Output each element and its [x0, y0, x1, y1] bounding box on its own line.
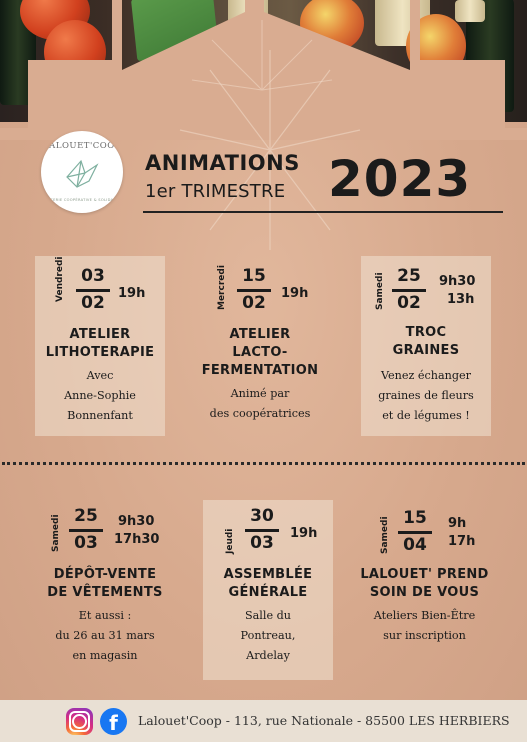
year-label: 2023 [328, 150, 472, 208]
event-date-bar [398, 531, 432, 534]
logo-tagline: ÉPICERIE COOPÉRATIVE & SOLIDAIRE [43, 198, 121, 202]
facebook-icon[interactable]: f [100, 708, 127, 735]
event-date-day: 15 [242, 266, 266, 286]
event-title-line: GRAINES [392, 343, 460, 358]
event-time: 19h [281, 286, 309, 301]
event-description-line: et de légumes ! [382, 409, 470, 422]
event-date-bar [392, 289, 426, 292]
event-title-line: LITHOTERAPIE [45, 345, 155, 360]
event-weekday: Jeudi [225, 528, 235, 554]
event-time: 9h30 [118, 514, 155, 529]
event-description-line: Salle du [244, 609, 292, 622]
event-date-day: 25 [397, 266, 421, 286]
event-description-line: Pontreau, [240, 629, 296, 642]
event-time: 9h30 [439, 274, 476, 289]
event-description-line: Avec [86, 369, 114, 382]
event-date-day: 03 [81, 266, 105, 286]
event-card [352, 500, 497, 680]
event-description-line: sur inscription [383, 629, 466, 642]
event-time: 19h [118, 286, 146, 301]
event-description-line: graines de fleurs [378, 389, 474, 402]
event-title-line: TROC [405, 325, 447, 340]
event-title-line: DE VÊTEMENTS [47, 585, 163, 600]
event-time-end: 17h30 [114, 532, 160, 547]
event-title-line: SOIN DE VOUS [369, 585, 480, 600]
event-title-line: ATELIER [229, 327, 291, 342]
event-time-end: 13h [447, 292, 475, 307]
event-weekday: Samedi [380, 516, 390, 554]
instagram-icon[interactable] [66, 708, 93, 735]
event-weekday: Samedi [375, 272, 385, 310]
event-card [35, 256, 165, 436]
event-title-line: DÉPÔT-VENTE [53, 567, 157, 582]
event-date-day: 15 [403, 508, 427, 528]
event-weekday: Mercredi [217, 265, 227, 310]
event-date-month: 02 [81, 293, 105, 313]
event-description-line: en magasin [72, 649, 138, 662]
event-description-line: des coopératrices [209, 407, 311, 420]
event-title-line: LALOUET' PREND [360, 567, 489, 582]
event-date-month: 03 [74, 533, 98, 553]
page-subtitle: 1er TRIMESTRE [145, 181, 286, 202]
origami-bird-icon [63, 155, 101, 193]
event-card [195, 256, 325, 436]
event-title-line: LACTO- [232, 345, 288, 360]
lalouet-coop-logo [41, 131, 123, 213]
footer-address: Lalouet'Coop - 113, rue Nationale - 85500 LES HERBIERS [138, 713, 510, 728]
section-divider [2, 462, 525, 465]
page-title: ANIMATIONS [145, 151, 300, 175]
event-date-month: 03 [250, 533, 274, 553]
event-description-line: Ardelay [246, 649, 290, 662]
event-title-line: ASSEMBLÉE [223, 567, 313, 582]
event-card [35, 500, 175, 680]
logo-name: LALOUET'COOP [43, 141, 121, 151]
event-time-end: 17h [448, 534, 476, 549]
event-description-line: Ateliers Bien-Être [373, 609, 476, 622]
event-date-month: 04 [403, 535, 427, 555]
event-title-line: FERMENTATION [201, 363, 319, 378]
event-description-line: Et aussi : [78, 609, 132, 622]
event-card [361, 256, 491, 436]
event-date-month: 02 [397, 293, 421, 313]
event-date-bar [76, 289, 110, 292]
event-date-bar [237, 289, 271, 292]
event-weekday: Vendredi [55, 256, 65, 302]
event-date-bar [245, 529, 279, 532]
event-title-line: GÉNÉRALE [228, 585, 308, 600]
event-date-day: 30 [250, 506, 274, 526]
event-title-line: ATELIER [69, 327, 131, 342]
header-divider [143, 211, 503, 213]
event-time: 9h [448, 516, 467, 531]
event-description-line: Anne-Sophie [64, 389, 136, 402]
event-card [203, 500, 333, 680]
event-date-day: 25 [74, 506, 98, 526]
event-description-line: Bonnenfant [67, 409, 133, 422]
event-description-line: Venez échanger [380, 369, 472, 382]
event-date-month: 02 [242, 293, 266, 313]
event-description-line: Animé par [230, 387, 290, 400]
event-time: 19h [290, 526, 318, 541]
event-description-line: du 26 au 31 mars [55, 629, 155, 642]
event-date-bar [69, 529, 103, 532]
event-weekday: Samedi [51, 514, 61, 552]
